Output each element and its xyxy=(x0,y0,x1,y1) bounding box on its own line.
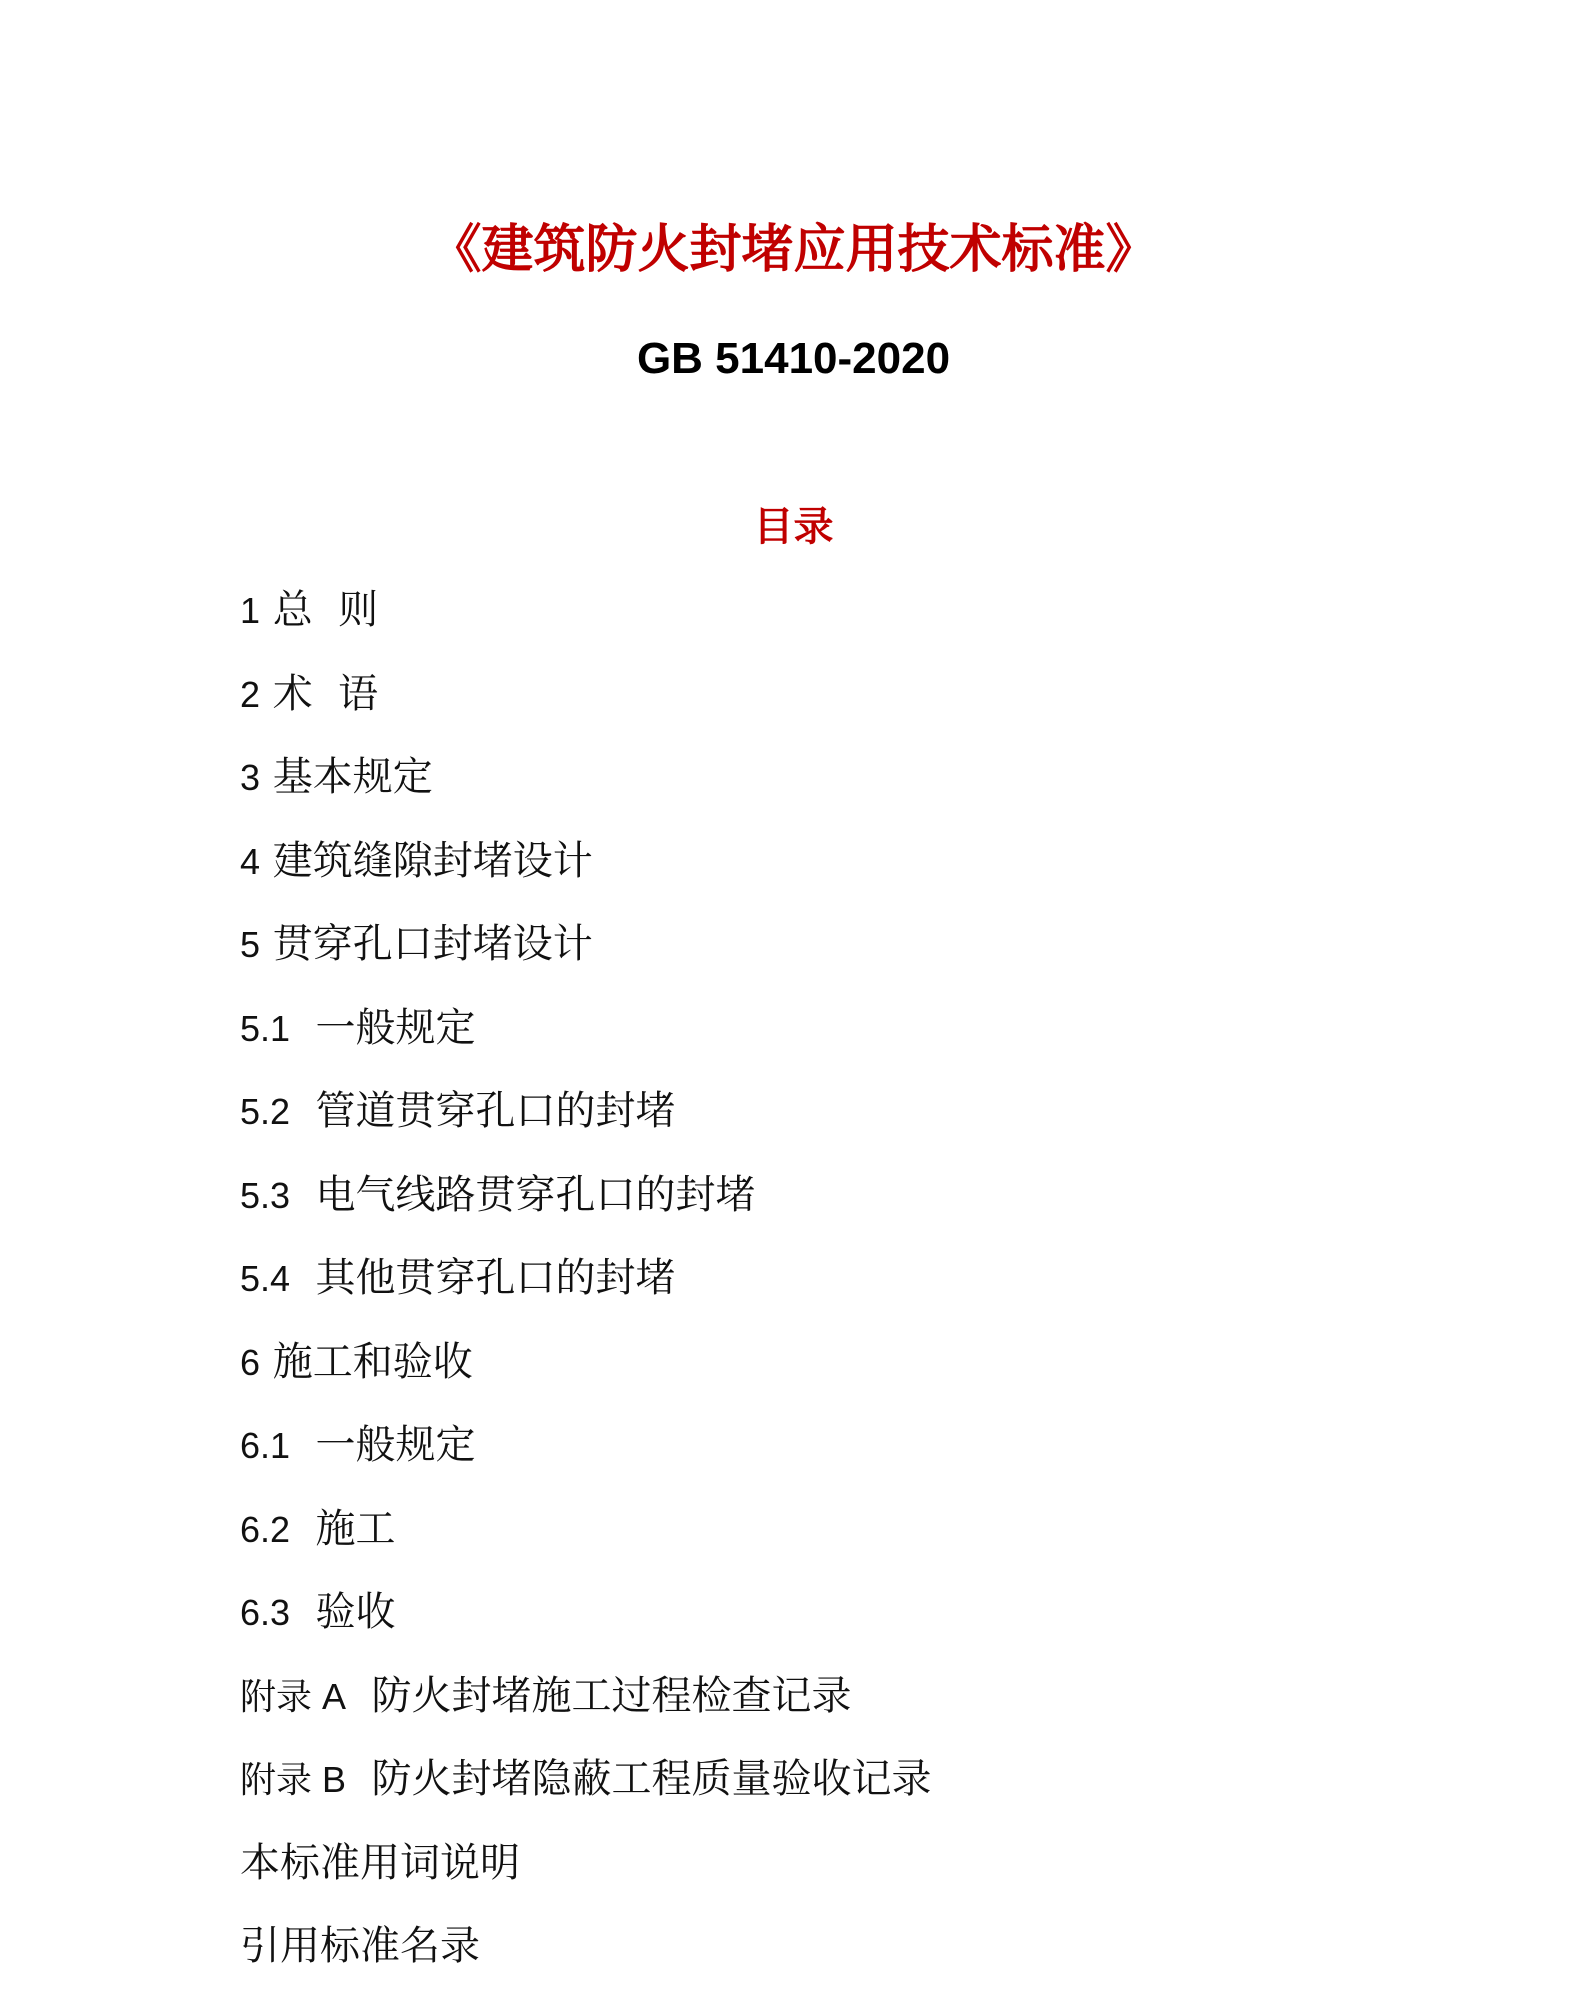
toc-item-label: 其他贯穿孔口的封堵 xyxy=(315,1255,676,1301)
toc-item-5-2[interactable] xyxy=(240,1081,1540,1165)
toc-item-number: 3 xyxy=(240,757,261,798)
toc-item-label: 施工 xyxy=(315,1505,396,1552)
toc-item-number: 5 xyxy=(240,924,261,965)
toc-item-appendix-b[interactable] xyxy=(240,1749,1540,1833)
toc-item-label: 一般规定 xyxy=(315,1004,476,1051)
toc-item-label: 本标准用词说明 xyxy=(240,1839,520,1886)
toc-item-label: 基本规定 xyxy=(272,754,433,800)
toc-item-number: 6.2 xyxy=(240,1508,291,1550)
toc-item-references[interactable] xyxy=(240,1916,1540,2000)
toc-item-label: 建筑缝隙封堵设计 xyxy=(272,837,593,884)
toc-item-number: 5.4 xyxy=(240,1258,291,1299)
toc-item-label: 管道贯穿孔口的封堵 xyxy=(315,1088,676,1134)
toc-item-number: 1 xyxy=(240,590,261,631)
toc-item-1[interactable] xyxy=(240,580,1540,664)
toc-item-number: 附录 B xyxy=(240,1759,347,1800)
toc-item-number: 6 xyxy=(240,1341,261,1383)
toc-item-label: 一般规定 xyxy=(315,1422,476,1468)
toc-item-5-1[interactable] xyxy=(240,998,1540,1082)
toc-item-6-2[interactable] xyxy=(240,1499,1540,1583)
toc-item-wording[interactable] xyxy=(240,1833,1540,1917)
toc-item-number: 5.1 xyxy=(240,1007,291,1049)
toc-heading: 目录 xyxy=(753,504,834,550)
toc-item-label: 施工和验收 xyxy=(272,1338,473,1385)
toc-item-label: 电气线路贯穿孔口的封堵 xyxy=(315,1171,756,1218)
toc-item-4[interactable] xyxy=(240,831,1540,915)
toc-item-3[interactable] xyxy=(240,747,1540,831)
toc-item-6-3[interactable] xyxy=(240,1582,1540,1666)
toc-item-label: 防火封堵施工过程检查记录 xyxy=(371,1672,852,1719)
toc-item-number: 2 xyxy=(240,673,261,715)
toc-item-2[interactable] xyxy=(240,664,1540,748)
toc-item-6[interactable] xyxy=(240,1332,1540,1416)
toc-item-appendix-a[interactable] xyxy=(240,1666,1540,1750)
standard-code: GB 51410-2020 xyxy=(636,334,951,383)
toc-item-number: 6.3 xyxy=(240,1592,291,1633)
toc-item-5-3[interactable] xyxy=(240,1165,1540,1249)
toc-item-label: 防火封堵隐蔽工程质量验收记录 xyxy=(371,1756,932,1802)
toc-item-label: 贯穿孔口封堵设计 xyxy=(272,921,593,967)
toc-item-5[interactable] xyxy=(240,914,1540,998)
document-title: 《建筑防火封堵应用技术标准》 xyxy=(429,220,1158,280)
toc-item-6-1[interactable] xyxy=(240,1415,1540,1499)
toc-item-label: 术 语 xyxy=(272,670,379,717)
toc-item-number: 5.2 xyxy=(240,1091,291,1132)
toc-item-5-4[interactable] xyxy=(240,1248,1540,1332)
toc-item-label: 总 则 xyxy=(272,587,379,633)
toc-item-number: 4 xyxy=(240,840,261,882)
toc-item-label: 验收 xyxy=(315,1589,396,1635)
table-of-contents xyxy=(240,580,1540,2000)
toc-item-number: 5.3 xyxy=(240,1174,291,1216)
toc-item-label: 引用标准名录 xyxy=(240,1923,480,1969)
toc-item-number: 附录 A xyxy=(240,1675,347,1717)
toc-item-number: 6.1 xyxy=(240,1425,291,1466)
